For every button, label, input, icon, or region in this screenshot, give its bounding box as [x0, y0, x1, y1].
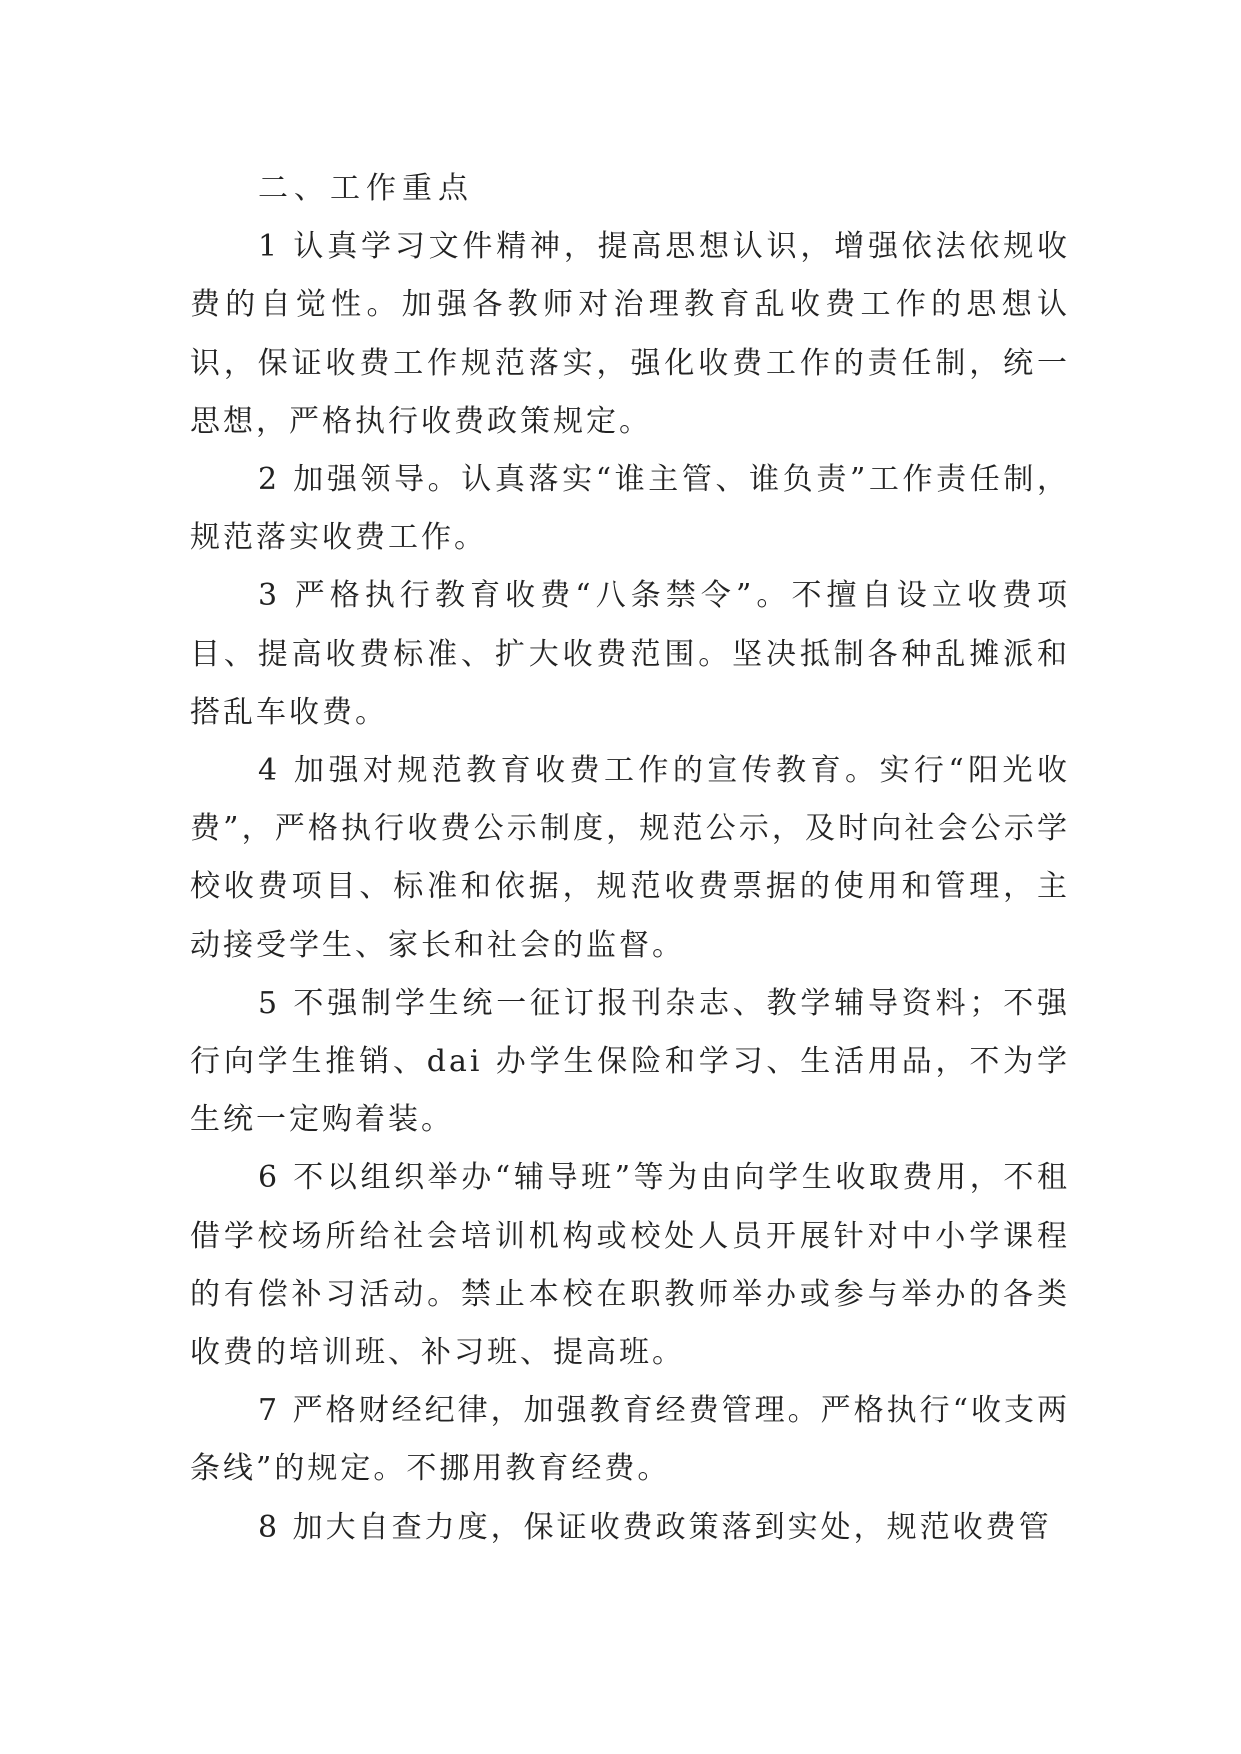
paragraph-8: 8 加大自查力度，保证收费政策落到实处，规范收费管	[258, 1509, 1052, 1545]
document-body	[190, 160, 1070, 1557]
paragraph-3: 3 严格执行教育收费“八条禁令”。不擅自设立收费项目、提高收费标准、扩大收费范围。坚决抵制各种乱摊派和搭乱车收费。	[190, 578, 1070, 730]
paragraph-1: 1 认真学习文件精神，提高思想认识，增强依法依规收费的自觉性。加强各教师对治理教育乱收费工作的思想认识，保证收费工作规范落实，强化收费工作的责任制，统一思想，严格执行收费政策规定。	[190, 229, 1070, 439]
section-heading: 二、工作重点	[258, 171, 474, 206]
paragraph-7: 7 严格财经纪律，加强教育经费管理。严格执行“收支两条线”的规定。不挪用教育经费。	[190, 1393, 1070, 1487]
paragraph-6: 6 不以组织举办“辅导班”等为由向学生收取费用，不租借学校场所给社会培训机构或校处人员开展针对中小学课程的有偿补习活动。禁止本校在职教师举办或参与举办的各类收费的培训班、补习班、提高班。	[190, 1160, 1070, 1371]
paragraph-2: 2 加强领导。认真落实“谁主管、谁负责”工作责任制，规范落实收费工作。	[190, 462, 1070, 556]
paragraph-5: 5 不强制学生统一征订报刊杂志、教学辅导资料；不强行向学生推销、dai 办学生保险和学习、生活用品，不为学生统一定购着装。	[190, 985, 1070, 1138]
paragraph-4: 4 加强对规范教育收费工作的宣传教育。实行“阳光收费”，严格执行收费公示制度，规范公示，及时向社会公示学校收费项目、标准和依据，规范收费票据的使用和管理，主动接受学生、家长和社会的监督。	[190, 753, 1070, 963]
